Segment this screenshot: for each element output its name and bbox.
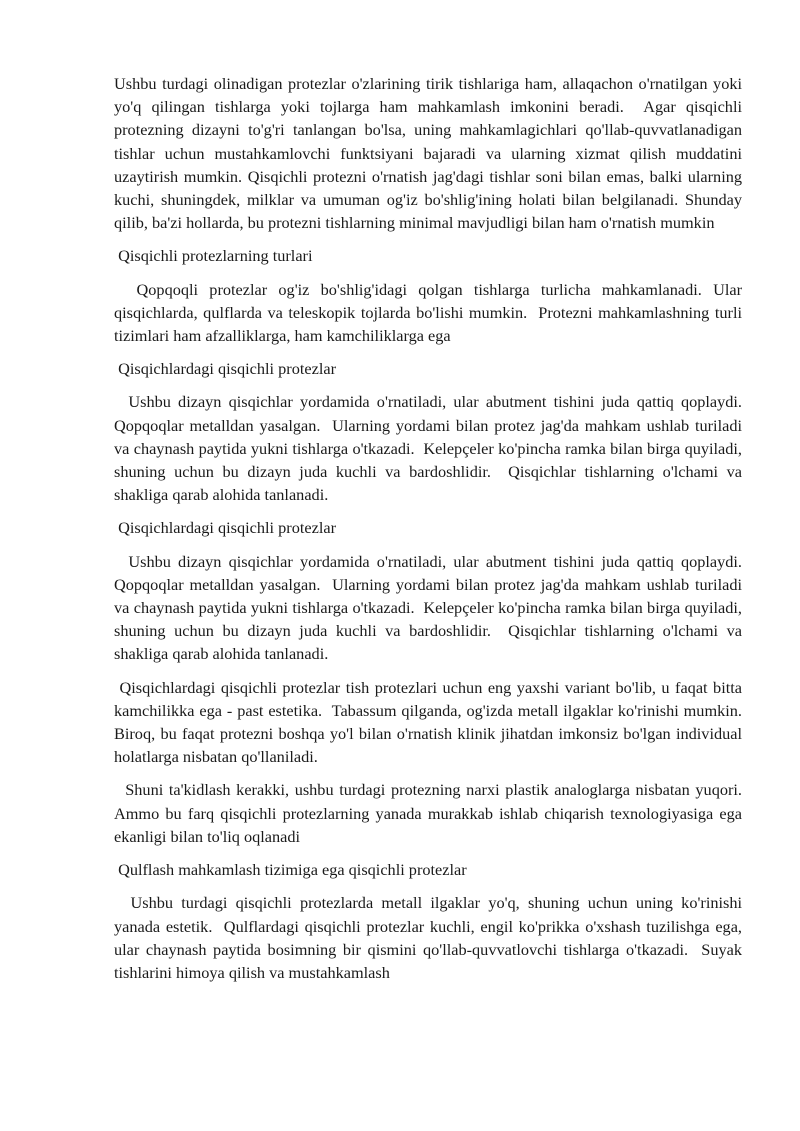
- section-heading-clasp-repeat: Qisqichlardagi qisqichli protezlar: [114, 518, 336, 538]
- section-heading-clasp: Qisqichlardagi qisqichli protezlar: [114, 359, 336, 379]
- paragraph-clasp-repeat: Ushbu dizayn qisqichlar yordamida o'rnatiladi, ular abutment tishini juda qattiq qoplaydi. Qopqoqlar metalldan yasalgan. Ularning yordami bilan protez jag'da mahkam ushlab turiladi va chaynash paytida yukni tishlarga o'tkazadi. Kelepçeler ko'pincha ramka bilan birga quyiladi, shuning uchun bu dizayn juda kuchli va bardoshlidir. Qisqichlar tishlarning o'lchami va shakliga qarab alohida tanlanadi.: [114, 551, 751, 664]
- paragraph-types: Qopqoqli protezlar og'iz bo'shlig'idagi qolgan tishlarga turlicha mahkamlanadi. Ular qisqichlarda, qulflarda va teleskopik tojlarda bo'lishi mumkin. Protezni mahkamlashning turli tizimlari ham afzalliklarga, ham kamchiliklarga ega: [114, 279, 747, 346]
- section-heading-lock: Qulflash mahkamlash tizimiga ega qisqichli protezlar: [114, 860, 467, 880]
- section-heading-types: Qisqichli protezlarning turlari: [114, 246, 313, 266]
- paragraph-clasp: Ushbu dizayn qisqichlar yordamida o'rnatiladi, ular abutment tishini juda qattiq qoplaydi. Qopqoqlar metalldan yasalgan. Ularning yordami bilan protez jag'da mahkam ushlab turiladi va chaynash paytida yukni tishlarga o'tkazadi. Kelepçeler ko'pincha ramka bilan birga quyiladi, shuning uchun bu dizayn juda kuchli va bardoshlidir. Qisqichlar tishlarning o'lchami va shakliga qarab alohida tanlanadi.: [114, 392, 751, 505]
- paragraph-clasp-aesthetics: Qisqichlardagi qisqichli protezlar tish protezlari uchun eng yaxshi variant bo'lib, u faqat bitta kamchilikka ega - past estetika. Tabassum qilganda, og'izda metall ilgaklar ko'rinishi mumkin. Biroq, bu faqat protezni boshqa yo'l bilan o'rnatish klinik jihatdan imkonsiz bo'lgan individual holatlarga nisbatan qo'llaniladi.: [114, 677, 751, 767]
- paragraph-price: Shuni ta'kidlash kerakki, ushbu turdagi protezning narxi plastik analoglarga nisbatan yuqori. Ammo bu farq qisqichli protezlarning yanada murakkab ishlab chiqarish texnologiyasiga ega ekanligi bilan to'liq oqlanadi: [114, 780, 751, 846]
- paragraph-lock: Ushbu turdagi qisqichli protezlarda metall ilgaklar yo'q, shuning uchun uning ko'rinishi yanada estetik. Qulflardagi qisqichli protezlar kuchli, engil ko'prikka o'xshash tuzilishga ega, ular chaynash paytida bosimning bir qismini qo'llab-quvvatlovchi tishlarga o'tkazadi. Suyak tishlarini himoya qilish va mustahkamlash: [114, 893, 747, 982]
- paragraph-intro: Ushbu turdagi olinadigan protezlar o'zlarining tirik tishlariga ham, allaqachon o'rnatilgan yoki yo'q qilingan tishlarga yoki tojlarga ham mahkamlash imkonini beradi. Agar qisqichli protezning dizayni to'g'ri tanlangan bo'lsa, uning mahkamlagichlari qo'llab-quvvatlanadigan tishlar uchun mustahkamlovchi funktsiyani bajaradi va ularning xizmat qilish muddatini uzaytirish mumkin. Qisqichli protezni o'rnatish jag'dagi tishlar soni bilan emas, balki ularning kuchi, shuningdek, milklar va umuman og'iz bo'shlig'ining holati bilan belgilanadi. Shunday qilib, ba'zi hollarda, bu protezni tishlarning minimal mavjudligi bilan ham o'rnatish mumkin: [114, 74, 747, 233]
- document-page: [114, 72, 751, 984]
